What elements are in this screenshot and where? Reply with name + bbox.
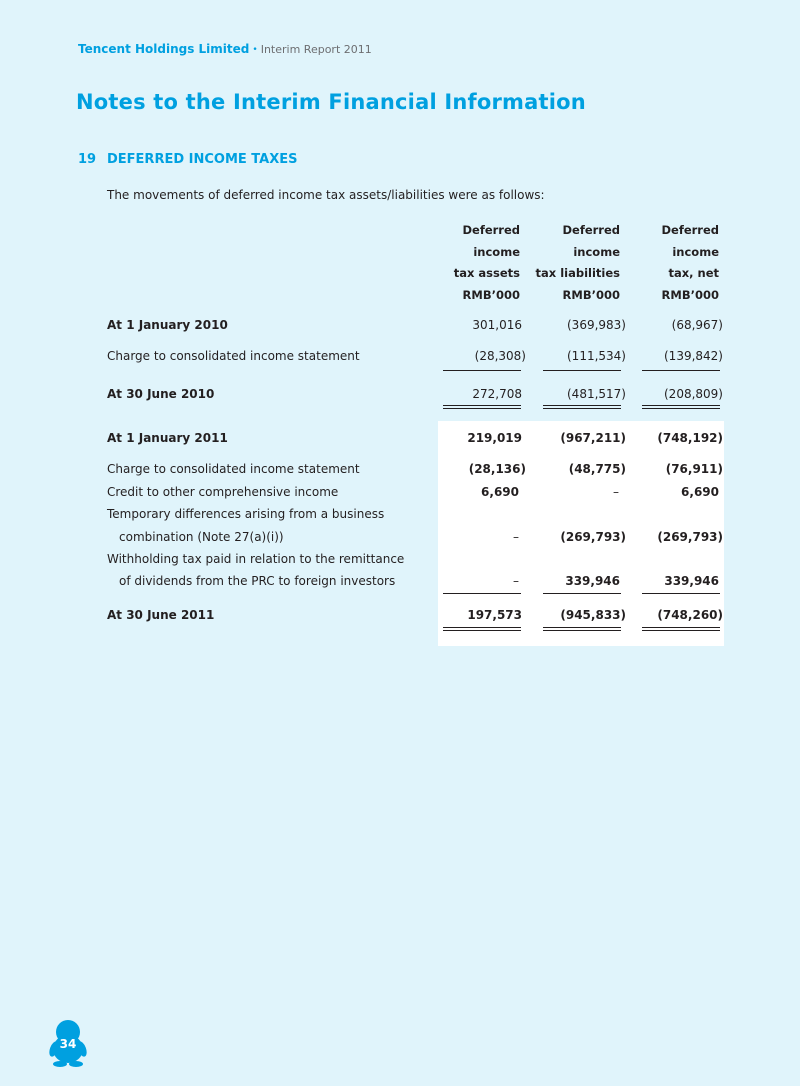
cell-value: (139,842) — [664, 349, 723, 363]
cell-value: 301,016 — [472, 318, 522, 332]
section-number: 19 — [78, 152, 97, 167]
cell-value: 197,573 — [467, 608, 522, 622]
cell-value: – — [513, 530, 519, 544]
column-header-line: RMB’000 — [462, 287, 520, 302]
cell-value: (68,967) — [671, 318, 723, 332]
column-header-line: Deferred — [462, 223, 520, 237]
cell-value: (269,793) — [560, 530, 626, 544]
column-header-line: income — [672, 244, 719, 259]
row-label: At 1 January 2010 — [107, 318, 228, 332]
cell-value: (111,534) — [567, 349, 626, 363]
row-label: Credit to other comprehensive income — [107, 485, 339, 499]
column-header-line: tax liabilities — [535, 266, 620, 280]
column-header-line: tax, net — [668, 266, 719, 280]
column-header-tax-assets — [420, 220, 520, 306]
cell-value: – — [613, 485, 619, 499]
row-label: At 30 June 2011 — [107, 608, 215, 622]
total-double-rule — [443, 405, 521, 409]
cell-value: (269,793) — [657, 530, 723, 544]
company-name: Tencent Holdings Limited — [78, 42, 250, 56]
row-label: of dividends from the PRC to foreign investors — [119, 574, 396, 588]
cell-value: (748,192) — [657, 431, 723, 445]
column-header-line: income — [573, 244, 620, 259]
subtotal-rule — [642, 370, 720, 371]
intro-text: The movements of deferred income tax assets/liabilities were as follows: — [107, 188, 545, 202]
row-label: combination (Note 27(a)(i)) — [119, 530, 284, 544]
cell-value: (369,983) — [567, 318, 626, 332]
row-label: Withholding tax paid in relation to the remittance — [107, 552, 405, 566]
row-label: Temporary differences arising from a business — [107, 507, 385, 521]
cell-value: 272,708 — [472, 387, 522, 401]
cell-value: 339,946 — [664, 574, 719, 588]
cell-value: (208,809) — [664, 387, 723, 401]
column-header-tax-liabilities — [520, 220, 620, 306]
subtotal-rule — [543, 593, 621, 594]
running-header — [78, 42, 372, 56]
row-label: At 1 January 2011 — [107, 431, 228, 445]
subtotal-rule — [443, 370, 521, 371]
column-header-line: Deferred — [661, 223, 719, 237]
subtotal-rule — [543, 370, 621, 371]
header-separator: • — [252, 45, 258, 55]
total-double-rule — [642, 627, 720, 631]
column-header-line: income — [473, 244, 520, 259]
column-header-tax-net — [620, 220, 719, 306]
column-header-line: RMB’000 — [562, 287, 620, 302]
total-double-rule — [443, 627, 521, 631]
column-header-line: RMB’000 — [661, 287, 719, 302]
total-double-rule — [543, 627, 621, 631]
cell-value: 6,690 — [481, 485, 519, 499]
subtotal-rule — [642, 593, 720, 594]
total-double-rule — [642, 405, 720, 409]
cell-value: (28,308) — [474, 349, 526, 363]
subtotal-rule — [443, 593, 521, 594]
column-header-line: Deferred — [562, 223, 620, 237]
row-label: At 30 June 2010 — [107, 387, 215, 401]
column-header-line: tax assets — [453, 266, 520, 280]
cell-value: (481,517) — [567, 387, 626, 401]
cell-value: (48,775) — [568, 462, 626, 476]
cell-value: (967,211) — [560, 431, 626, 445]
cell-value: 219,019 — [467, 431, 522, 445]
cell-value: – — [513, 574, 519, 588]
cell-value: 6,690 — [681, 485, 719, 499]
row-label: Charge to consolidated income statement — [107, 349, 360, 363]
total-double-rule — [543, 405, 621, 409]
cell-value: 339,946 — [565, 574, 620, 588]
section-heading — [78, 152, 298, 167]
cell-value: (76,911) — [665, 462, 723, 476]
row-label: Charge to consolidated income statement — [107, 462, 360, 476]
page-title: Notes to the Interim Financial Information — [76, 90, 586, 114]
cell-value: (748,260) — [657, 608, 723, 622]
section-title: DEFERRED INCOME TAXES — [107, 152, 298, 167]
report-name: Interim Report 2011 — [260, 43, 372, 56]
page-number: 34 — [59, 1037, 77, 1051]
cell-value: (945,833) — [560, 608, 626, 622]
cell-value: (28,136) — [468, 462, 526, 476]
